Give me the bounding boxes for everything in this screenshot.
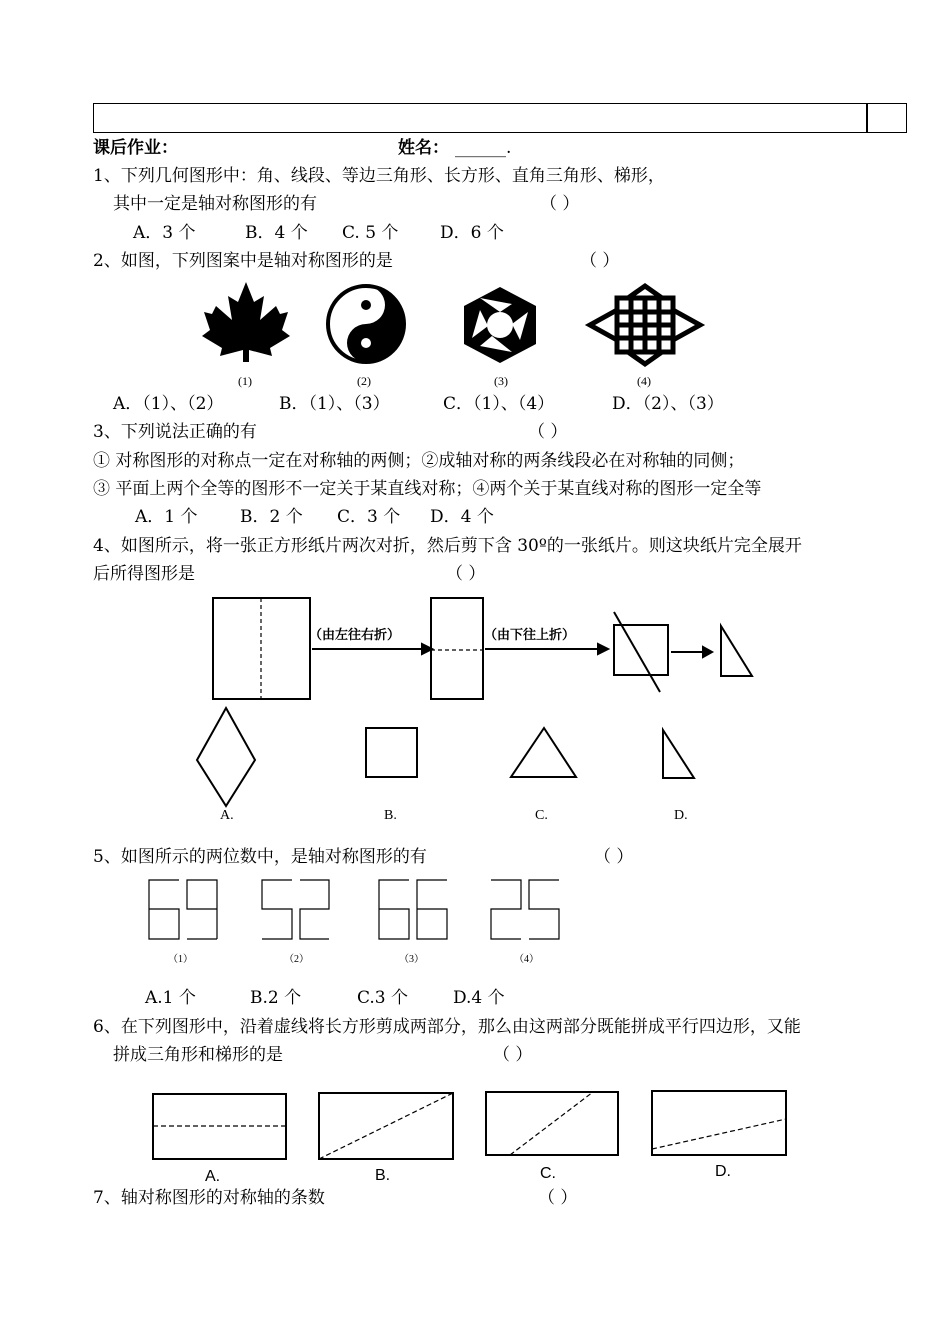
q3-answer-paren: （ ）	[528, 422, 568, 442]
q5-option-d: D.4 个	[453, 988, 505, 1008]
q6-option-a-label: A.	[205, 1168, 221, 1185]
q2-stem: 2、如图，下列图案中是轴对称图形的是	[93, 251, 393, 271]
q2-answer-paren: （ ）	[580, 251, 620, 271]
q5-fig3-label: （3）	[399, 954, 424, 965]
q4-option-b-label: B.	[384, 808, 397, 823]
q5-answer-paren: （ ）	[594, 847, 634, 867]
q6-option-c-label: C.	[540, 1165, 556, 1182]
q5-option-b: B.2 个	[250, 988, 302, 1008]
q4-stem: 4、如图所示，将一张正方形纸片两次对折，然后剪下含 30º的一张纸片。则这块纸片完全展开	[93, 536, 802, 556]
q4-answer-paren: （ ）	[446, 564, 486, 584]
q5-stem: 5、如图所示的两位数中，是轴对称图形的有	[93, 847, 427, 867]
q6-option-d-label: D.	[715, 1163, 731, 1180]
q3-stem: 3、下列说法正确的有	[93, 422, 257, 442]
q3-option-d: D．4 个	[430, 507, 494, 527]
q5-fig2-label: （2）	[284, 954, 309, 965]
homework-label: 课后作业：	[93, 138, 178, 158]
q5-fig4-label: （4）	[514, 954, 539, 965]
q1-option-a: A．3 个	[133, 223, 196, 243]
q6-stem2: 拼成三角形和梯形的是	[113, 1045, 283, 1065]
q4-stem2: 后所得图形是	[93, 564, 195, 584]
q1-answer-paren: （ ）	[540, 194, 580, 214]
q4-option-a-label: A.	[220, 808, 234, 823]
q2-option-c: C．（1）、（4）	[443, 394, 555, 414]
q3-option-c: C．3 个	[337, 507, 401, 527]
q2-option-b: B．（1）、（3）	[279, 394, 390, 414]
q4-option-c-label: C.	[535, 808, 548, 823]
fold-label-bottom-to-top: （由下往上折）	[484, 628, 576, 643]
fold-label-left-to-right: （由左往右折）	[309, 628, 401, 643]
q3-option-a: A．1 个	[135, 507, 198, 527]
q3-statement-1-2: ① 对称图形的对称点一定在对称轴的两侧；②成轴对称的两条线段必在对称轴的同侧；	[93, 451, 745, 471]
q7-stem: 7、轴对称图形的对称轴的条数	[93, 1188, 325, 1208]
name-blank: ______.	[455, 138, 512, 158]
q2-option-d: D．（2）、（3）	[612, 394, 724, 414]
q6-answer-paren: （ ）	[493, 1045, 533, 1065]
q1-stem2: 其中一定是轴对称图形的有	[113, 194, 317, 214]
q5-option-a: A.1 个	[145, 988, 196, 1008]
q6-option-b-label: B.	[375, 1167, 391, 1184]
q2-option-a: A．（1）、（2）	[113, 394, 224, 414]
q1-option-b: B．4 个	[245, 223, 308, 243]
q2-fig4-label: (4)	[637, 374, 651, 388]
q1-option-c: C. 5 个	[342, 223, 399, 243]
q4-option-d-label: D.	[674, 808, 688, 823]
q7-answer-paren: （ ）	[538, 1188, 578, 1208]
q6-stem: 6、在下列图形中，沿着虚线将长方形剪成两部分，那么由这两部分既能拼成平行四边形，又能	[93, 1017, 801, 1037]
q3-option-b: B．2 个	[240, 507, 303, 527]
q3-statement-3-4: ③ 平面上两个全等的图形不一定关于某直线对称；④两个关于某直线对称的图形一定全等	[93, 479, 762, 499]
q2-fig2-label: (2)	[357, 374, 371, 388]
name-label: 姓名：	[398, 138, 449, 158]
q2-fig3-label: (3)	[494, 374, 508, 388]
q2-fig1-label: (1)	[238, 374, 252, 388]
q1-option-d: D．6 个	[440, 223, 504, 243]
q1-stem: 1、下列几何图形中：角、线段、等边三角形、长方形、直角三角形、梯形，	[93, 166, 665, 186]
q5-fig1-label: （1）	[168, 954, 193, 965]
q5-option-c: C.3 个	[357, 988, 409, 1008]
